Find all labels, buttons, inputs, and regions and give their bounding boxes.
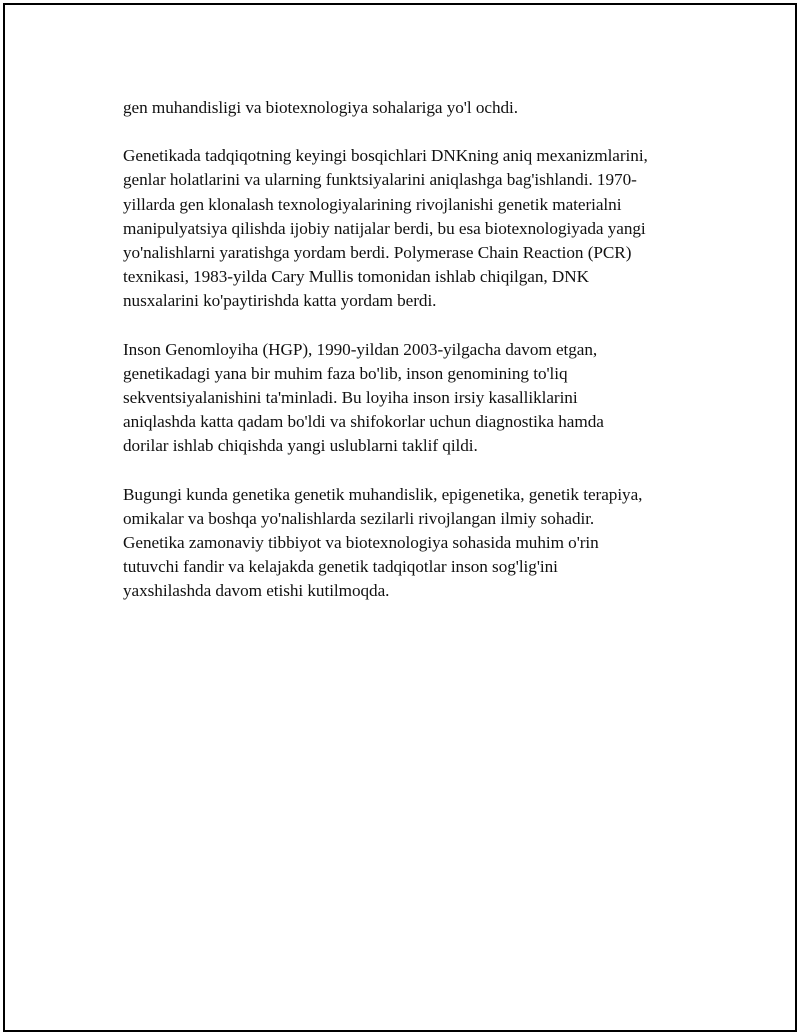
paragraph-1: gen muhandisligi va biotexnologiya sohalariga yo'l ochdi.	[123, 98, 519, 117]
paragraph-3: Inson Genomloyiha (HGP), 1990-yildan 2003-yilgacha davom etgan, genetikadagi yana bir muhim faza bo'lib, inson genomining to'liq sekventsiyalanishini ta'minladi. Bu loyiha inson irsiy kasalliklarini aniqlashda katta qadam bo'ldi va shifokorlar uchun diagnostika hamda dorilar ishlab chiqishda yangi uslublarni taklif qildi.	[123, 339, 604, 456]
document-body	[123, 96, 703, 628]
document-page	[3, 3, 797, 1032]
paragraph-4: Bugungi kunda genetika genetik muhandislik, epigenetika, genetik terapiya, omikalar va boshqa yo'nalishlarda sezilarli rivojlangan ilmiy sohadir. Genetika zamonaviy tibbiyot va biotexnologiya sohasida muhim o'rin tutuvchi fandir va kelajakda genetik tadqiqotlar inson sog'lig'ini yaxshilashda davom etishi kutilmoqda.	[123, 484, 643, 601]
paragraph-2: Genetikada tadqiqotning keyingi bosqichlari DNKning aniq mexanizmlarini, genlar holatlarini va ularning funktsiyalarini aniqlashga bag'ishlandi. 1970- yillarda gen klonalash texnologiyalarining rivojlanishi genetik materialni manipulyatsiya qilishda ijobiy natijalar berdi, bu esa biotexnologiyada yangi yo'nalishlarni yaratishga yordam berdi. Polymerase Chain Reaction (PCR) texnikasi, 1983-yilda Cary Mullis tomonidan ishlab chiqilgan, DNK nusxalarini ko'paytirishda katta yordam berdi.	[123, 146, 648, 311]
